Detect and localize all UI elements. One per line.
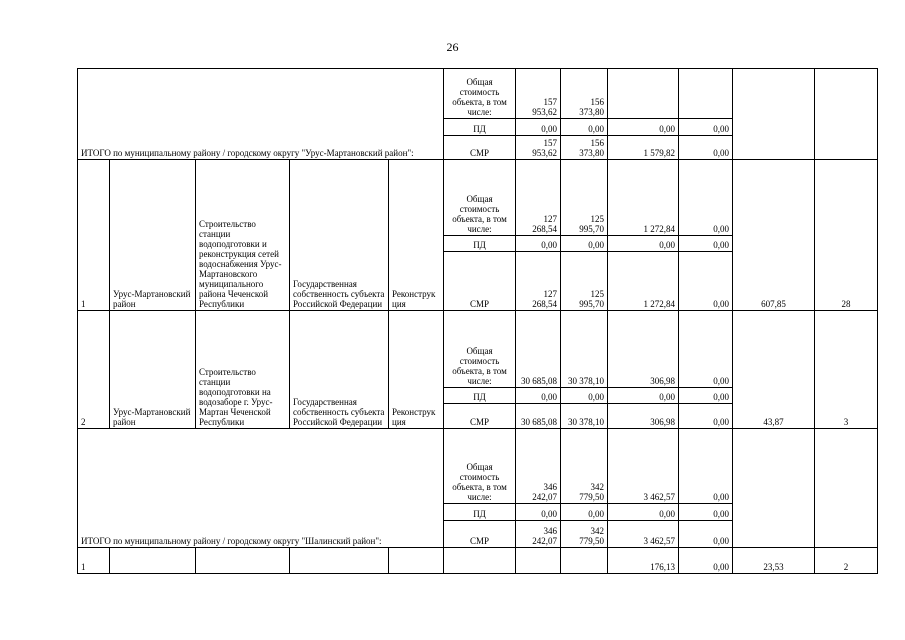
row3-v4: 0,00 — [679, 548, 733, 574]
total-shali-col-k — [733, 429, 815, 548]
total-urus-cost-2: 156 373,80 — [561, 69, 608, 119]
total-shali-col-l — [815, 429, 878, 548]
row2-smr-4: 0,00 — [679, 404, 733, 429]
row3 — [78, 548, 878, 574]
pd-label: ПД — [444, 504, 516, 521]
row1-pd-4: 0,00 — [679, 236, 733, 252]
smr-label: СМР — [444, 252, 516, 311]
total-shali-cost-2: 342 779,50 — [561, 429, 608, 504]
total-shali-pd-1: 0,00 — [516, 504, 561, 521]
row2-smr-3: 306,98 — [608, 404, 679, 429]
row1-cost-row — [78, 160, 878, 236]
row3-v3: 176,13 — [608, 548, 679, 574]
row2-object-name: Строительство станции водоподготовки на водозаборе г. Урус-Мартан Чеченской Республики — [196, 311, 290, 429]
row2-pd-1: 0,00 — [516, 388, 561, 404]
row3-number: 1 — [78, 548, 110, 574]
row2-pd-4: 0,00 — [679, 388, 733, 404]
row2-col-l: 3 — [815, 311, 878, 429]
total-shali-smr-4: 0,00 — [679, 521, 733, 548]
row1-cost-1: 127 268,54 — [516, 160, 561, 236]
total-urus-cost-3 — [608, 69, 679, 119]
row1-object-name: Строительство станции водоподготовки и реконструкция сетей водоснабжения Урус-Мартановского муниципального района Чеченской Республики — [196, 160, 290, 311]
total-shali-pd-4: 0,00 — [679, 504, 733, 521]
total-cost-label: Общая стоимость объекта, в том числе: — [444, 69, 516, 119]
row1-col-l: 28 — [815, 160, 878, 311]
page-number: 26 — [446, 40, 459, 54]
total-urus-cost-1: 157 953,62 — [516, 69, 561, 119]
total-urus-smr-3: 1 579,82 — [608, 136, 679, 160]
total-cost-label: Общая стоимость объекта, в том числе: — [444, 311, 516, 388]
row2-cost-3: 306,98 — [608, 311, 679, 388]
row1-number: 1 — [78, 160, 110, 311]
row2-smr-2: 30 378,10 — [561, 404, 608, 429]
row1-col-k: 607,85 — [733, 160, 815, 311]
total-urus-col-l — [815, 69, 878, 160]
row1-work-type: Реконструкция — [389, 160, 444, 311]
row2-pd-3: 0,00 — [608, 388, 679, 404]
row1-ownership: Государственная собственность субъекта Российской Федерации — [290, 160, 389, 311]
row1-pd-1: 0,00 — [516, 236, 561, 252]
row2-smr-1: 30 685,08 — [516, 404, 561, 429]
total-urus-col-k — [733, 69, 815, 160]
smr-label: СМР — [444, 404, 516, 429]
row3-v1 — [516, 548, 561, 574]
total-urus-cost-row — [78, 69, 878, 119]
total-urus-pd-1: 0,00 — [516, 119, 561, 136]
pd-label: ПД — [444, 119, 516, 136]
total-urus-pd-2: 0,00 — [561, 119, 608, 136]
row1-cost-4: 0,00 — [679, 160, 733, 236]
total-urus-pd-3: 0,00 — [608, 119, 679, 136]
row3-object-name — [196, 548, 290, 574]
row3-col-k: 23,53 — [733, 548, 815, 574]
pd-label: ПД — [444, 236, 516, 252]
total-urus-smr-2: 156 373,80 — [561, 136, 608, 160]
total-shali-label: ИТОГО по муниципальному району / городскому округу "Шалинский район": — [78, 429, 444, 548]
row3-ownership — [290, 548, 389, 574]
row2-number: 2 — [78, 311, 110, 429]
row1-pd-3: 0,00 — [608, 236, 679, 252]
row2-cost-4: 0,00 — [679, 311, 733, 388]
row3-district — [110, 548, 196, 574]
total-shali-pd-2: 0,00 — [561, 504, 608, 521]
total-shali-cost-1: 346 242,07 — [516, 429, 561, 504]
row2-col-k: 43,87 — [733, 311, 815, 429]
row2-ownership: Государственная собственность субъекта Российской Федерации — [290, 311, 389, 429]
total-urus-pd-4: 0,00 — [679, 119, 733, 136]
total-urus-smr-1: 157 953,62 — [516, 136, 561, 160]
total-urus-label: ИТОГО по муниципальному району / городскому округу "Урус-Мартановский район": — [78, 69, 444, 160]
row3-work-type — [389, 548, 444, 574]
total-shali-smr-1: 346 242,07 — [516, 521, 561, 548]
total-urus-cost-4 — [679, 69, 733, 119]
row2-cost-1: 30 685,08 — [516, 311, 561, 388]
smr-label: СМР — [444, 521, 516, 548]
row2-pd-2: 0,00 — [561, 388, 608, 404]
investment-table — [77, 68, 878, 574]
row2-cost-2: 30 378,10 — [561, 311, 608, 388]
row1-smr-2: 125 995,70 — [561, 252, 608, 311]
row1-smr-3: 1 272,84 — [608, 252, 679, 311]
total-shali-smr-2: 342 779,50 — [561, 521, 608, 548]
row1-cost-2: 125 995,70 — [561, 160, 608, 236]
row1-cost-3: 1 272,84 — [608, 160, 679, 236]
row1-smr-1: 127 268,54 — [516, 252, 561, 311]
smr-label: СМР — [444, 136, 516, 160]
total-shali-cost-row — [78, 429, 878, 504]
pd-label: ПД — [444, 388, 516, 404]
row1-pd-2: 0,00 — [561, 236, 608, 252]
row2-work-type: Реконструкция — [389, 311, 444, 429]
total-shali-smr-3: 3 462,57 — [608, 521, 679, 548]
total-shali-pd-3: 0,00 — [608, 504, 679, 521]
total-cost-label: Общая стоимость объекта, в том числе: — [444, 160, 516, 236]
row2-district: Урус-Мартановский район — [110, 311, 196, 429]
row3-v2 — [561, 548, 608, 574]
row3-label — [444, 548, 516, 574]
row1-district: Урус-Мартановский район — [110, 160, 196, 311]
total-shali-cost-4: 0,00 — [679, 429, 733, 504]
total-shali-cost-3: 3 462,57 — [608, 429, 679, 504]
row1-smr-4: 0,00 — [679, 252, 733, 311]
total-cost-label: Общая стоимость объекта, в том числе: — [444, 429, 516, 504]
row2-cost-row — [78, 311, 878, 388]
total-urus-smr-4: 0,00 — [679, 136, 733, 160]
row3-col-l: 2 — [815, 548, 878, 574]
